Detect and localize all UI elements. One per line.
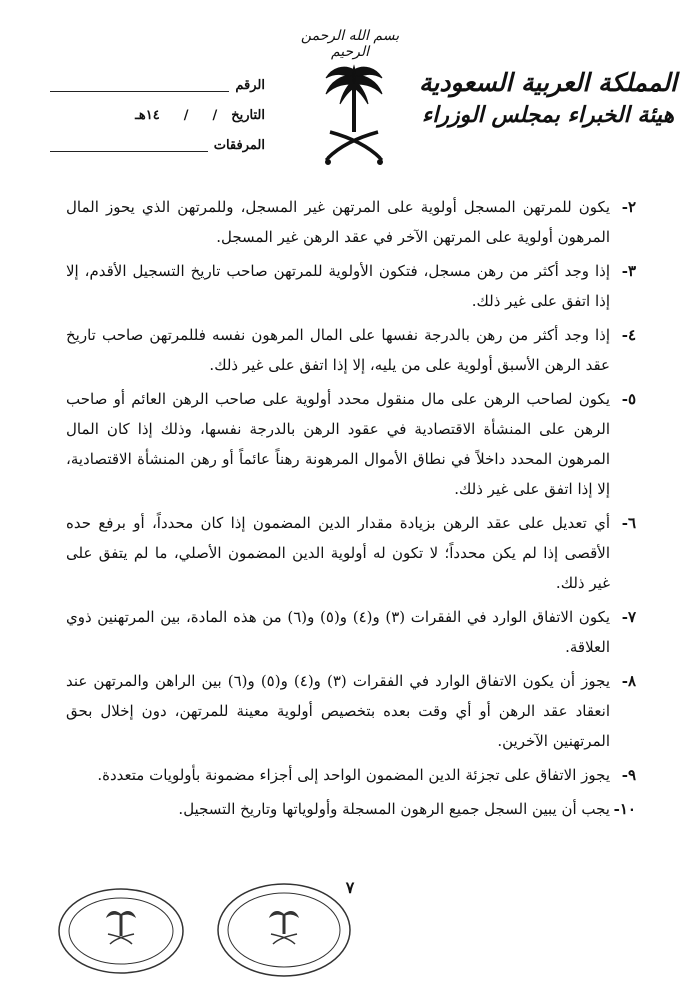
date-label: التاريخ [231, 107, 265, 123]
reference-block [50, 70, 265, 160]
date-separator: / [212, 107, 218, 123]
page-number: ٧ [345, 878, 355, 897]
clause-number: ٩- [621, 766, 636, 784]
clause-item [66, 794, 636, 824]
clause-text: يجوز الاتفاق على تجزئة الدين المضمون الواحد إلى أجزاء مضمونة بأولويات متعددة. [97, 766, 610, 784]
clause-number: ٧- [621, 608, 636, 626]
secretariat-stamp [56, 886, 186, 976]
attachments-field-line [50, 139, 208, 152]
clause-text: يكون للمرتهن المسجل أولوية على المرتهن غير المسجل، وللمرتهن الذي يحوز المال المرهون أولوية على المرتهن الآخر في عقد الرهن غير المسجل. [66, 198, 610, 246]
clause-number: ٨- [621, 672, 636, 690]
org-line-kingdom: المملكة العربية السعودية [418, 68, 678, 97]
organization-name [418, 66, 678, 130]
date-value [135, 108, 217, 123]
clause-item [66, 760, 636, 790]
saudi-emblem-icon [322, 62, 386, 170]
date-year-suffix: ١٤هـ [135, 107, 160, 123]
clause-number: ٥- [621, 390, 636, 408]
date-row [50, 100, 265, 130]
clause-item [66, 320, 636, 380]
clause-text: يجب أن يبين السجل جميع الرهون المسجلة وأولوياتها وتاريخ التسجيل. [178, 800, 610, 818]
clause-text: إذا وجد أكثر من رهن مسجل، فتكون الأولوية للمرتهن صاحب تاريخ التسجيل الأقدم، إلا إذا اتفق على غير ذلك. [66, 262, 610, 310]
clause-item [66, 666, 636, 756]
letterhead [0, 0, 700, 180]
clause-number: ١٠- [613, 800, 636, 818]
basmala: بسم الله الرحمن الرحيم [300, 28, 400, 60]
clause-text: إذا وجد أكثر من رهن بالدرجة نفسها على المال المرهون نفسه فللمرتهن صاحب تاريخ عقد الرهن الأسبق أولوية على من يليه، إلا إذا اتفق على غير ذلك. [66, 326, 610, 374]
clause-item [66, 384, 636, 504]
date-separator: / [183, 107, 189, 123]
org-line-commission: هيئة الخبراء بمجلس الوزراء [421, 102, 675, 128]
clause-text: يكون لصاحب الرهن على مال منقول محدد أولوية على صاحب الرهن العائم أو صاحب الرهن على المنشأة الاقتصادية في عقود الرهن بالدرجة نفسها، وذلك إذا كان المال المرهون المحدد داخلاً في نطاق الأموال المرهونة رهناً عائماً أو رهن المنشأة الاقتصادية، إلا إذا اتفق على غير ذلك. [66, 390, 610, 498]
reference-field-line [50, 79, 229, 92]
article-clauses [66, 192, 636, 828]
clause-item [66, 602, 636, 662]
clause-text: يجوز أن يكون الاتفاق الوارد في الفقرات (٣) و(٤) و(٥) و(٦) بين الراهن والمرتهن عند انعقاد عقد الرهن أو أي وقت بعده بتخصيص أولوية معينة للمرتهن، دون إخلال بحق المرتهنين الآخرين. [66, 672, 611, 750]
clause-number: ٤- [621, 326, 636, 344]
clause-text: يكون الاتفاق الوارد في الفقرات (٣) و(٤) و(٥) و(٦) من هذه المادة، بين المرتهنين ذوي العلاقة. [66, 608, 611, 656]
clause-number: ٦- [621, 514, 636, 532]
secretariat-seal-icon [56, 886, 186, 976]
reference-label: الرقم [235, 77, 265, 93]
reference-row [50, 70, 265, 100]
clause-item [66, 256, 636, 316]
clause-text: أي تعديل على عقد الرهن بزيادة مقدار الدين المضمون إذا كان محدداً، أو برفع حده الأقصى إذا لم يكن محدداً؛ لا تكون له أولوية الدين المضمون الأصلي، ما لم يتفق على غير ذلك. [66, 514, 610, 592]
experts-commission-stamp [214, 880, 354, 980]
clause-number: ٢- [621, 198, 636, 216]
clause-item [66, 192, 636, 252]
attachments-row [50, 130, 265, 160]
clause-item [66, 508, 636, 598]
attachments-label: المرفقات [213, 137, 265, 153]
experts-commission-seal-icon [214, 880, 354, 980]
clause-number: ٣- [621, 262, 636, 280]
